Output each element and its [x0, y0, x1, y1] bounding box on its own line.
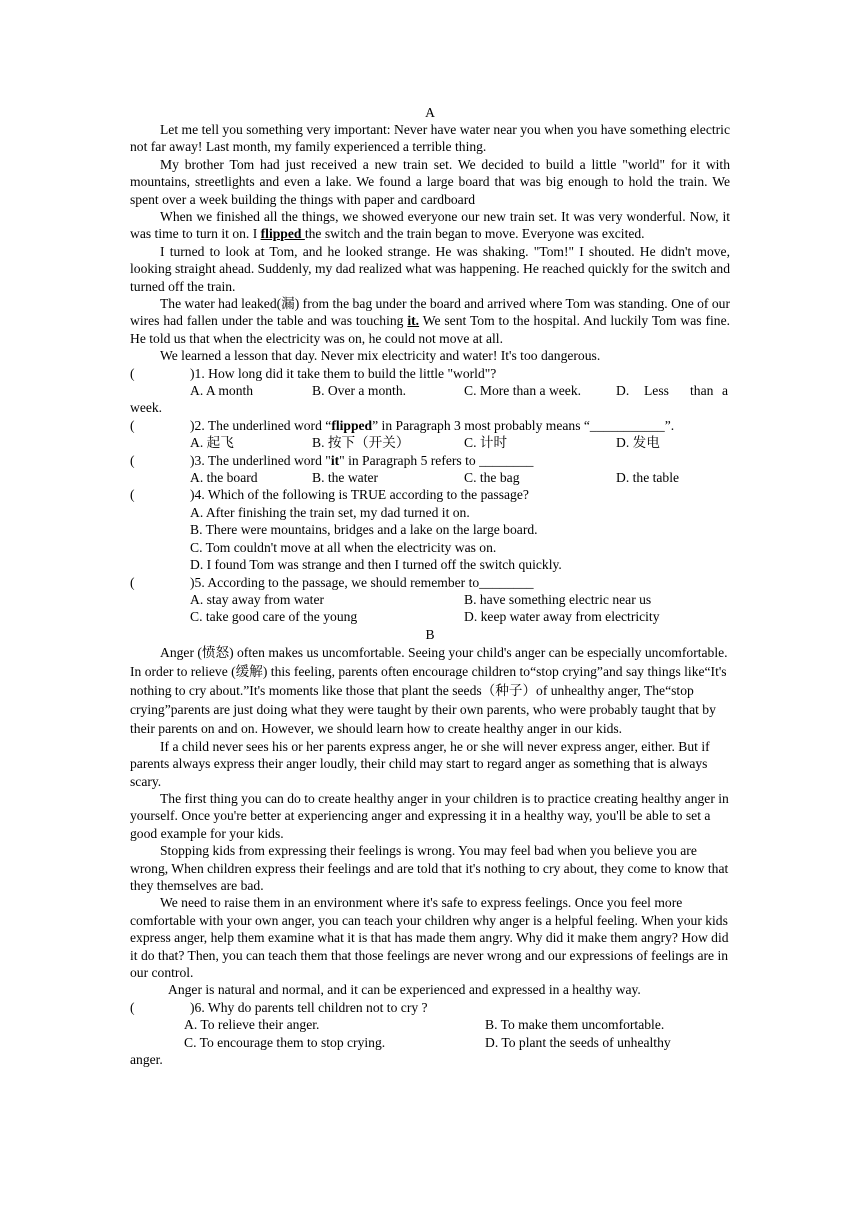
section-b-title: B — [425, 626, 435, 642]
question-2-keyword: flipped — [331, 417, 373, 433]
question-5-options-row-1 — [130, 591, 730, 608]
answer-blank-6[interactable]: ( — [130, 999, 135, 1015]
answer-blank-1[interactable]: ( — [130, 365, 135, 381]
q3-option-a: A. the board — [190, 470, 258, 486]
q4-option-c: C. Tom couldn't move at all when the electricity was on. — [190, 539, 497, 555]
question-2 — [130, 417, 730, 434]
passage-b-paragraph-5: We need to raise them in an environment where it's safe to express feelings. Once you feel more comfortable with your own anger, you can teach your children why anger is a helpful feeling. When your kids express anger, help them examine what it is that has made them angry. Why did it make them angry? How did it do that? Then, you can teach them that those feelings are never wrong and our expressions of feelings are in our control. — [130, 895, 729, 980]
question-3 — [130, 452, 730, 469]
q1-option-a: A. A month — [190, 383, 254, 399]
q4-option-d: D. I found Tom was strange and then I turned off the switch quickly. — [190, 557, 562, 573]
question-3-stem-before: )3. The underlined word " — [190, 452, 331, 468]
answer-blank-2[interactable]: ( — [130, 417, 135, 433]
question-5 — [130, 574, 730, 591]
q1-option-c: C. More than a week. — [464, 383, 582, 399]
q5-option-c: C. take good care of the young — [190, 609, 358, 625]
passage-b-paragraph-1: Anger (愤怒) often makes us uncomfortable. Seeing your child's anger can be especially uncomfortable. In order to relieve (缓解) this feeling, parents often encourage children to“stop crying”and say things like“It's nothing to cry about.”It's moments like those that plant the seeds（种子）of unhealthy anger, The“stop crying”parents are just doing what they were taught by their own parents, who were probably taught that by their parents on and on. However, we should learn how to create healthy anger in our kids. — [130, 644, 728, 736]
q1-option-d-word-1: Less — [644, 383, 669, 399]
q1-option-d-continuation: week. — [130, 400, 163, 416]
q1-option-b: B. Over a month. — [312, 383, 407, 399]
q6-option-a: A. To relieve their anger. — [184, 1017, 320, 1033]
passage-a-paragraph-2: My brother Tom had just received a new train set. We decided to build a little "world" for it with mountains, streetlights and even a lake. We found a large board that was big enough to hold the train. We spent over a week building the things with paper and cardboard — [130, 156, 730, 207]
section-a-title: A — [425, 105, 435, 120]
q5-option-b: B. have something electric near us — [464, 591, 652, 607]
q4-option-b: B. There were mountains, bridges and a lake on the large board. — [190, 522, 538, 538]
q6-option-d: D. To plant the seeds of unhealthy — [485, 1034, 671, 1050]
document-content — [130, 104, 730, 1068]
question-2-options — [130, 434, 730, 451]
q6-option-d-continuation: anger. — [130, 1051, 163, 1067]
answer-blank-4[interactable]: ( — [130, 487, 135, 503]
q2-option-d: D. 发电 — [616, 435, 660, 451]
question-4 — [130, 486, 730, 503]
question-3-keyword: it — [330, 452, 340, 468]
q2-option-b: B. 按下（开关） — [312, 435, 410, 451]
q3-option-d: D. the table — [616, 470, 680, 486]
q5-option-a: A. stay away from water — [190, 591, 324, 607]
question-1-stem: )1. How long did it take them to build the little "world"? — [190, 365, 497, 381]
question-6 — [130, 999, 730, 1016]
passage-b-paragraph-6: Anger is natural and normal, and it can be experienced and expressed in a healthy way. — [168, 982, 641, 998]
q2-option-a: A. 起飞 — [190, 435, 234, 451]
q3-option-c: C. the bag — [464, 470, 520, 486]
answer-blank-5[interactable]: ( — [130, 574, 135, 590]
p5-text-after: We sent Tom to the hospital. And luckily Tom was fine. He told us that when the electricity was on, he could not move at all. — [130, 313, 730, 346]
question-6-stem: )6. Why do parents tell children not to cry ? — [190, 999, 428, 1015]
q6-option-b: B. To make them uncomfortable. — [485, 1017, 665, 1033]
question-5-options-row-2 — [130, 608, 730, 625]
q1-option-d-word-3: a — [722, 383, 729, 399]
question-6-options-row-1 — [130, 1016, 730, 1033]
passage-b-paragraph-3: The first thing you can do to create healthy anger in your children is to practice creating healthy anger in yourself. Once you're better at experiencing anger and expressing it in a healthy way, you'll be able to set a good example for your kids. — [130, 790, 729, 841]
question-1 — [130, 365, 730, 382]
question-3-stem-after: " in Paragraph 5 refers to ________ — [339, 452, 534, 468]
question-1-options — [130, 382, 730, 399]
q2-option-c: C. 计时 — [464, 435, 508, 451]
question-2-stem-before: )2. The underlined word “ — [190, 417, 332, 433]
question-4-stem: )4. Which of the following is TRUE according to the passage? — [190, 487, 529, 503]
q4-option-a: A. After finishing the train set, my dad turned it on. — [190, 504, 470, 520]
underlined-word-flipped: flipped — [260, 226, 305, 242]
passage-a-paragraph-5 — [130, 295, 730, 347]
p5-text-before: The water had leaked(漏) from the bag under the board and arrived where Tom was standing. One of our wires had fallen under the table and was touching — [130, 296, 730, 329]
question-6-options-row-2 — [130, 1034, 730, 1051]
p3-text-after: the switch and the train began to move. Everyone was excited. — [304, 226, 645, 242]
question-2-stem-after: ” in Paragraph 3 most probably means “___________”. — [372, 417, 675, 433]
passage-b-paragraph-2: If a child never sees his or her parents express anger, he or she will never express anger, either. But if parents always express their anger loudly, their child may start to regard anger as something that is always scary. — [130, 738, 710, 789]
q1-option-d-word-2: than — [690, 383, 714, 399]
q1-option-d-letter: D. — [616, 383, 630, 399]
passage-a-paragraph-6: We learned a lesson that day. Never mix electricity and water! It's too dangerous. — [160, 348, 601, 364]
passage-b-paragraph-4: Stopping kids from expressing their feelings is wrong. You may feel bad when you believe you are wrong, When children express their feelings and are told that it's nothing to cry about, they come to know that they themselves are bad. — [130, 843, 729, 893]
underlined-word-it: it. — [407, 313, 420, 329]
p3-text-before: When we finished all the things, we showed everyone our new train set. It was very wonderful. Now, it was time to turn it on. I — [130, 209, 730, 242]
question-5-stem: )5. According to the passage, we should remember to________ — [190, 574, 534, 590]
question-3-options — [130, 469, 730, 486]
q5-option-d: D. keep water away from electricity — [464, 609, 660, 625]
q3-option-b: B. the water — [312, 470, 379, 486]
passage-a-paragraph-3 — [130, 208, 730, 243]
passage-a-paragraph-4: I turned to look at Tom, and he looked strange. He was shaking. "Tom!" I shouted. He didn't move, looking straight ahead. Suddenly, my dad realized what was happening. He reached quickly for the switch and turned off the train. — [130, 243, 730, 294]
answer-blank-3[interactable]: ( — [130, 452, 135, 468]
q6-option-c: C. To encourage them to stop crying. — [184, 1034, 386, 1050]
passage-a-paragraph-1: Let me tell you something very important: Never have water near you when you have something electric not far away! Last month, my family experienced a terrible thing. — [130, 122, 730, 155]
